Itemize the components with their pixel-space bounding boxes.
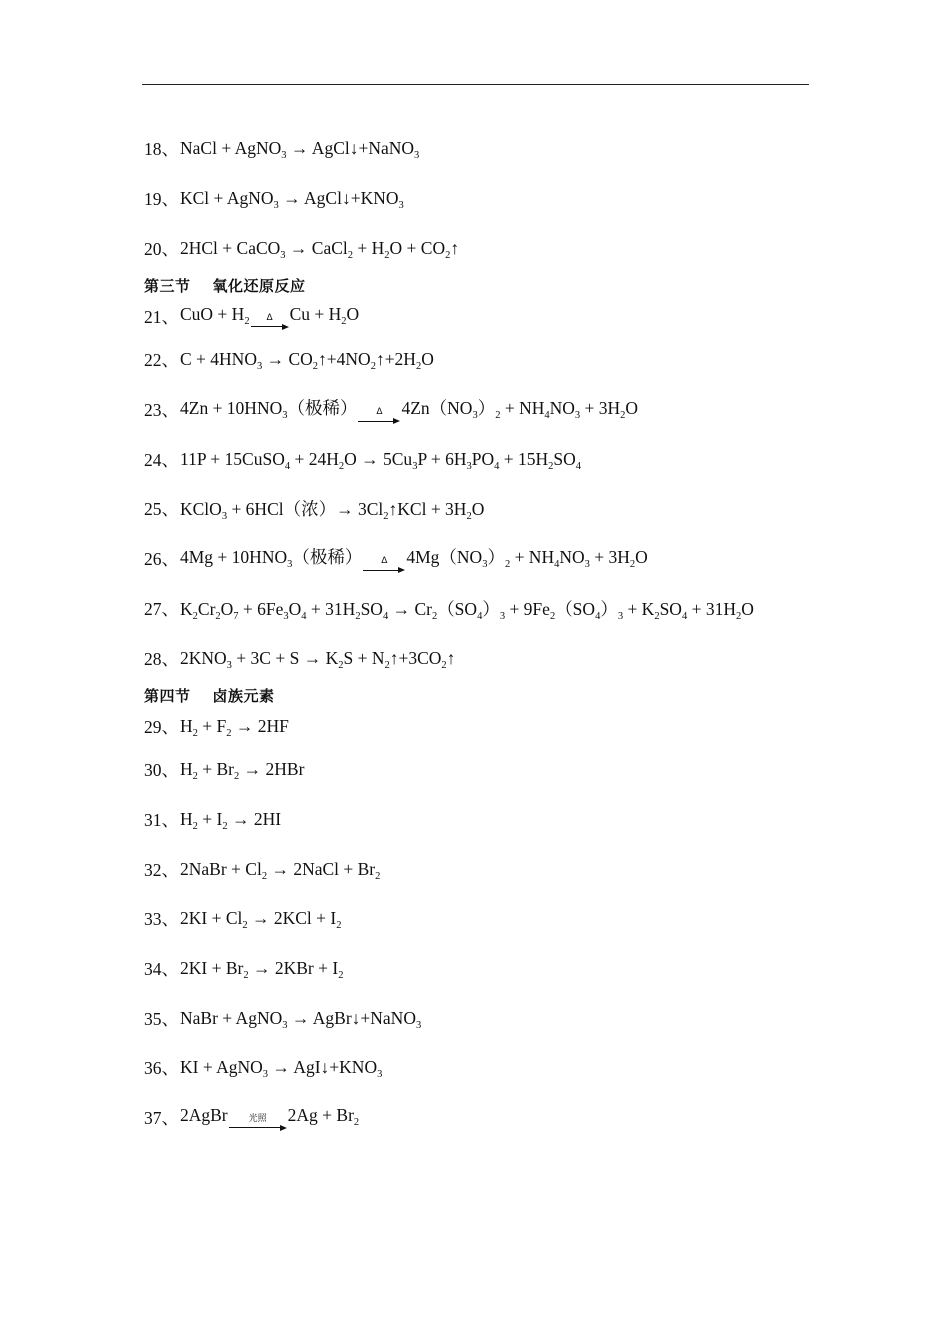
formula-text: KI + AgNO	[180, 1057, 263, 1078]
subscript: 3	[574, 410, 581, 422]
subscript: 2	[441, 659, 447, 671]
subscript: 3	[283, 610, 289, 622]
subscript: 4	[477, 610, 483, 622]
subscript: 2	[341, 315, 347, 327]
formula-text: ↑+3CO	[389, 647, 442, 668]
equation-number: 24、	[144, 449, 179, 470]
subscript: 2	[338, 659, 344, 671]
formula-text: → 2HBr	[239, 759, 305, 780]
formula-text: + 9Fe	[505, 598, 550, 619]
equation-expression	[180, 1008, 421, 1029]
formula-text: C + 4HNO	[180, 349, 257, 370]
formula-text: O	[346, 303, 360, 324]
formula-text: 4Mg（NO	[406, 547, 483, 568]
subscript: 4	[494, 460, 500, 472]
subscript: 3	[226, 659, 232, 671]
formula-text: 11P + 15CuSO	[180, 448, 285, 469]
formula-text: 4Mg + 10HNO	[180, 547, 288, 568]
equation-number: 20、	[144, 238, 179, 259]
formula-text: 2HCl + CaCO	[180, 237, 281, 258]
equation-expression	[180, 809, 281, 830]
section-number: 第四节	[144, 686, 191, 705]
equation-row	[144, 484, 824, 534]
formula-text: ）	[482, 598, 500, 619]
equation-row	[144, 944, 824, 994]
formula-text: （极稀）	[292, 547, 363, 568]
equation-number: 18、	[144, 139, 179, 160]
equation-expression	[180, 188, 404, 212]
equation-expression	[180, 238, 459, 259]
subscript: 2	[336, 920, 342, 932]
subscript: 2	[338, 969, 344, 981]
formula-text: + 31H	[687, 598, 736, 619]
formula-text: O	[741, 598, 754, 619]
subscript: 3	[282, 410, 288, 422]
subscript: 2	[415, 361, 422, 373]
subscript: 4	[575, 460, 582, 472]
subscript: 2	[629, 559, 636, 571]
formula-text: H	[180, 715, 193, 736]
subscript: 2	[353, 1116, 360, 1128]
equation-row	[144, 534, 824, 584]
formula-text: 2NaBr + Cl	[180, 858, 262, 879]
equation-row	[144, 298, 824, 335]
formula-text: ）	[477, 398, 496, 419]
subscript: 2	[383, 511, 389, 523]
subscript: 2	[226, 727, 232, 739]
formula-text: 2KNO	[180, 647, 227, 668]
subscript: 3	[221, 511, 228, 523]
formula-text: → AgCl↓+NaNO	[286, 138, 415, 159]
formula-text: + 6Fe	[238, 598, 284, 619]
equation-row	[144, 894, 824, 944]
formula-text: → CO	[262, 349, 313, 370]
subscript: 4	[301, 610, 307, 622]
formula-text: → CaCl	[285, 237, 348, 258]
formula-text: → AgCl↓+KNO	[278, 188, 399, 209]
subscript: 2	[192, 727, 198, 739]
equation-expression	[180, 859, 380, 880]
formula-text: SO	[360, 598, 383, 619]
formula-text: → 2KCl + I	[247, 908, 337, 929]
formula-text: 4Zn（NO	[401, 398, 473, 419]
formula-text: 2Ag + Br	[287, 1104, 354, 1125]
subscript: 4	[681, 610, 688, 622]
equation-row	[144, 385, 824, 435]
formula-text: + Br	[197, 759, 235, 780]
formula-text: SO	[553, 448, 576, 469]
equation-expression	[180, 716, 289, 737]
equation-number: 32、	[144, 859, 179, 880]
formula-text: KClO	[180, 499, 222, 520]
formula-text: （SO	[555, 598, 596, 619]
subscript: 3	[482, 559, 488, 571]
subscript: 3	[472, 410, 478, 422]
equation-row	[144, 434, 824, 484]
subscript: 2	[192, 610, 198, 622]
subscript: 3	[415, 1019, 422, 1031]
equation-expression	[180, 1057, 383, 1081]
formula-text: → 2KBr + I	[248, 957, 339, 978]
equation-number: 29、	[144, 716, 179, 737]
reaction-arrow	[363, 557, 405, 573]
subscript: 3	[499, 610, 506, 622]
subscript: 4	[554, 559, 560, 571]
formula-text: K	[180, 598, 193, 619]
equation-row	[144, 795, 824, 845]
equation-number: 19、	[144, 189, 179, 210]
subscript: 2	[338, 460, 345, 472]
subscript: 2	[370, 361, 376, 373]
subscript: 2	[261, 870, 268, 882]
formula-text: Cu + H	[289, 303, 342, 324]
subscript: 2	[375, 870, 381, 882]
equation-expression	[180, 958, 343, 979]
subscript: 2	[445, 249, 451, 261]
formula-text: O	[220, 598, 234, 619]
subscript: 7	[233, 610, 239, 622]
subscript: 4	[284, 460, 291, 472]
equation-expression	[180, 596, 754, 621]
formula-text: ↑KCl + 3H	[388, 499, 467, 520]
subscript: 3	[377, 1069, 383, 1081]
formula-text: ）	[487, 547, 505, 568]
subscript: 2	[347, 249, 354, 261]
subscript: 3	[273, 200, 279, 212]
formula-text: + NH	[510, 547, 555, 568]
equation-expression	[180, 908, 342, 932]
formula-text: ↑	[450, 237, 460, 258]
equation-number: 26、	[144, 549, 179, 570]
equation-number: 27、	[144, 598, 179, 619]
formula-text: ）	[600, 598, 618, 619]
equation-row	[144, 1093, 824, 1143]
formula-text: O	[421, 349, 434, 370]
equation-row	[144, 993, 824, 1043]
header-rule	[142, 84, 809, 85]
subscript: 2	[244, 315, 250, 327]
equation-row	[144, 335, 824, 385]
subscript: 3	[414, 150, 420, 162]
formula-text: O → 5Cu	[344, 448, 413, 469]
subscript: 2	[548, 460, 554, 472]
equation-number: 31、	[144, 809, 179, 830]
subscript: 2	[192, 771, 198, 783]
formula-text: Cr	[197, 598, 216, 619]
subscript: 3	[262, 1069, 269, 1081]
subscript: 2	[312, 361, 319, 373]
formula-text: O	[471, 499, 485, 520]
subscript: 2	[466, 511, 472, 523]
subscript: 3	[398, 200, 404, 212]
formula-text: H	[180, 808, 193, 829]
formula-text: + 24H	[290, 448, 339, 469]
equation-row	[144, 223, 824, 273]
reaction-condition: Δ	[266, 312, 273, 323]
subscript: 2	[504, 559, 511, 571]
subscript: 3	[617, 610, 624, 622]
subscript: 2	[243, 969, 249, 981]
formula-text: → 2HF	[231, 715, 289, 736]
subscript: 3	[287, 559, 293, 571]
formula-text: + I	[197, 808, 223, 829]
formula-text: 2AgBr	[180, 1104, 228, 1125]
equation-expression	[180, 395, 638, 424]
subscript: 2	[495, 410, 501, 422]
equation-number: 30、	[144, 760, 179, 781]
subscript: 2	[215, 610, 221, 622]
subscript: 2	[222, 820, 228, 832]
formula-text: + 3H	[589, 547, 630, 568]
equation-number: 35、	[144, 1008, 179, 1029]
reaction-arrow	[229, 1115, 287, 1131]
equation-expression	[180, 648, 455, 669]
formula-text: H	[180, 759, 193, 780]
formula-text: → 2NaCl + Br	[267, 858, 376, 879]
formula-text: + 31H	[306, 598, 356, 619]
equation-row	[144, 633, 824, 683]
equation-number: 23、	[144, 400, 179, 421]
subscript: 2	[242, 920, 248, 932]
subscript: 2	[654, 610, 660, 622]
formula-text: CuO + H	[180, 303, 245, 324]
equation-row	[144, 174, 824, 224]
formula-text: O	[288, 598, 302, 619]
section-number: 第三节	[144, 277, 191, 296]
equation-expression	[180, 304, 359, 330]
subscript: 2	[384, 249, 390, 261]
formula-text: + 15H	[499, 448, 549, 469]
equation-expression	[180, 138, 420, 162]
formula-text: O	[625, 398, 639, 419]
equation-row	[144, 844, 824, 894]
equation-number: 37、	[144, 1108, 179, 1129]
subscript: 4	[382, 610, 389, 622]
formula-text: （极稀）	[287, 398, 358, 419]
equation-expression	[180, 1105, 359, 1131]
formula-text: 2KI + Cl	[180, 908, 243, 929]
subscript: 2	[234, 771, 240, 783]
subscript: 2	[620, 410, 626, 422]
formula-text: S + N	[343, 647, 385, 668]
formula-text: → 2HI	[227, 808, 282, 829]
formula-text: ↑+2H	[375, 349, 416, 370]
formula-text: 2KI + Br	[180, 957, 244, 978]
equation-row	[144, 1043, 824, 1093]
equation-number: 36、	[144, 1058, 179, 1079]
subscript: 3	[584, 559, 590, 571]
formula-text: → Cr	[388, 598, 432, 619]
reaction-arrow	[251, 314, 289, 330]
formula-text: PO	[471, 448, 495, 469]
equation-expression	[180, 544, 648, 573]
reaction-condition: 光照	[248, 1113, 267, 1124]
subscript: 3	[281, 150, 287, 162]
equation-number: 25、	[144, 499, 179, 520]
formula-text: NO	[549, 398, 575, 419]
subscript: 3	[412, 460, 418, 472]
formula-text: NO	[559, 547, 585, 568]
reaction-condition: Δ	[381, 556, 388, 567]
subscript: 4	[544, 410, 550, 422]
formula-text: 4Zn + 10HNO	[180, 398, 283, 419]
equation-expression	[180, 496, 484, 521]
equation-expression	[180, 759, 305, 783]
section-title: 卤族元素	[212, 686, 275, 705]
equation-number: 28、	[144, 648, 179, 669]
formula-text: + 3H	[580, 398, 621, 419]
formula-text: P + 6H	[417, 448, 467, 469]
section-heading	[144, 273, 824, 298]
equation-expression	[180, 449, 581, 470]
formula-text: NaCl + AgNO	[180, 138, 282, 159]
formula-text: ↑+4NO	[318, 349, 371, 370]
formula-text: O	[635, 547, 648, 568]
equation-row	[144, 124, 824, 174]
subscript: 3	[282, 1019, 288, 1031]
formula-text: SO	[659, 598, 682, 619]
reaction-arrow	[358, 408, 400, 424]
subscript: 3	[280, 249, 286, 261]
formula-text: NaBr + AgNO	[180, 1007, 283, 1028]
formula-text: + F	[197, 715, 227, 736]
formula-text: O + CO	[389, 237, 446, 258]
formula-text: ↑	[446, 647, 456, 668]
subscript: 2	[355, 610, 361, 622]
formula-text: + 3C + S → K	[231, 647, 339, 668]
equation-row	[144, 584, 824, 634]
equation-number: 33、	[144, 909, 179, 930]
formula-text: + 6HCl（浓）→ 3Cl	[227, 499, 384, 520]
equation-expression	[180, 349, 434, 373]
formula-text: KCl + AgNO	[180, 188, 274, 209]
formula-text: → AgBr↓+NaNO	[287, 1007, 416, 1028]
equation-number: 21、	[144, 307, 179, 328]
equation-row	[144, 745, 824, 795]
equation-number: 22、	[144, 350, 179, 371]
section-heading	[144, 683, 824, 708]
reaction-condition: Δ	[376, 407, 383, 418]
subscript: 2	[549, 610, 556, 622]
subscript: 2	[384, 659, 390, 671]
section-title: 氧化还原反应	[212, 277, 306, 296]
subscript: 3	[466, 460, 472, 472]
subscript: 2	[431, 610, 438, 622]
subscript: 2	[192, 820, 198, 832]
formula-text: + NH	[500, 398, 545, 419]
formula-text: + H	[353, 237, 385, 258]
formula-text: （SO	[437, 598, 478, 619]
document-body	[144, 124, 824, 1142]
equation-row	[144, 708, 824, 745]
subscript: 4	[595, 610, 601, 622]
equation-number: 34、	[144, 958, 179, 979]
subscript: 2	[735, 610, 742, 622]
subscript: 3	[256, 361, 263, 373]
formula-text: → AgI↓+KNO	[268, 1057, 378, 1078]
formula-text: + K	[623, 598, 655, 619]
